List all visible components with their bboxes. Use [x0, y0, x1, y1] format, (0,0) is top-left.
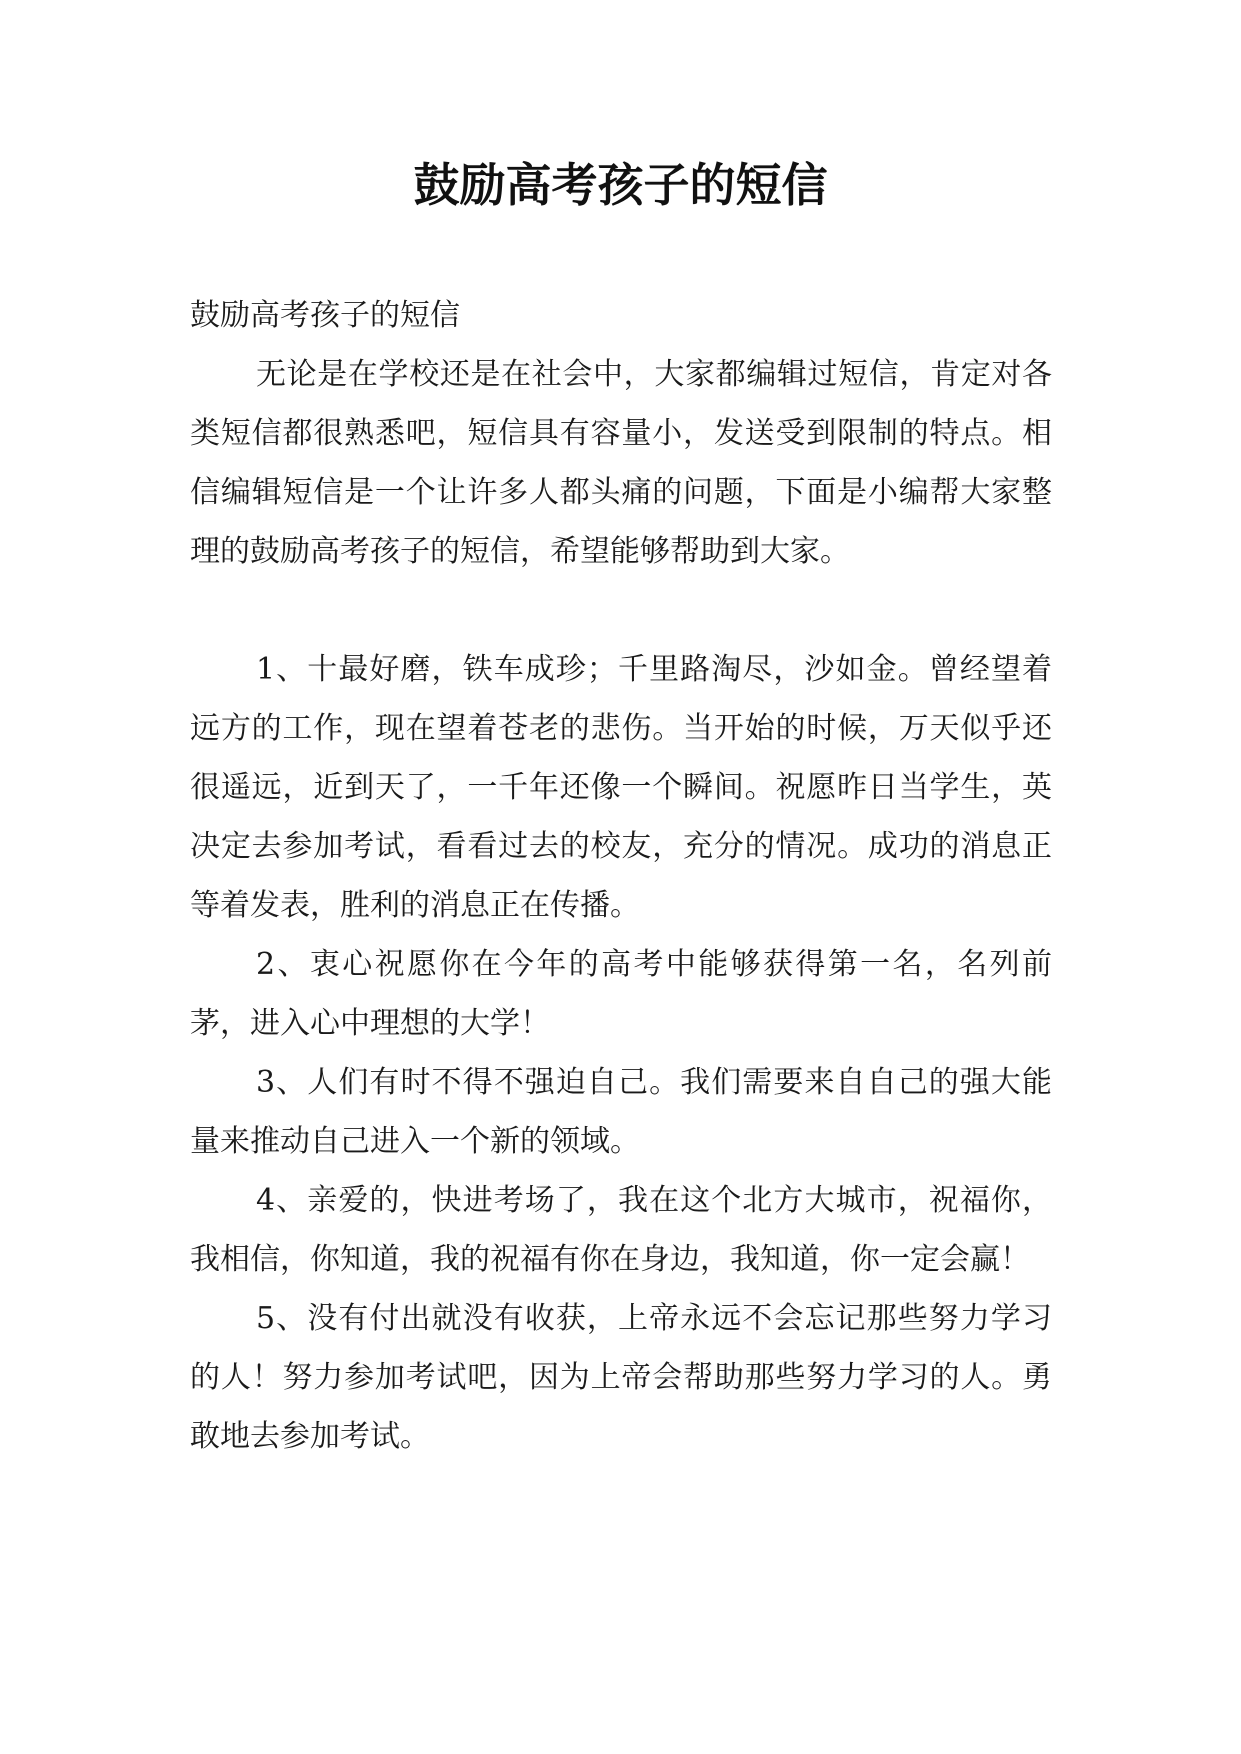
intro-paragraph: 无论是在学校还是在社会中，大家都编辑过短信，肯定对各类短信都很熟悉吧，短信具有容量小，发送受到限制的特点。相信编辑短信是一个让许多人都头痛的问题，下面是小编帮大家整理的鼓励高考孩子的短信，希望能够帮助到大家。	[190, 357, 1052, 569]
message-item-3: 3、人们有时不得不强迫自己。我们需要来自自己的强大能量来推动自己进入一个新的领域。	[190, 1065, 1052, 1159]
message-item-1: 1、十最好磨，铁车成珍；千里路淘尽，沙如金。曾经望着远方的工作，现在望着苍老的悲伤。当开始的时候，万天似乎还很遥远，近到天了，一千年还像一个瞬间。祝愿昨日当学生，英决定去参加考试，看看过去的校友，充分的情况。成功的消息正等着发表，胜利的消息正在传播。	[190, 652, 1052, 923]
message-item-2: 2、衷心祝愿你在今年的高考中能够获得第一名，名列前茅，进入心中理想的大学！	[190, 947, 1052, 1041]
message-item-4: 4、亲爱的，快进考场了，我在这个北方大城市，祝福你，我相信，你知道，我的祝福有你在身边，我知道，你一定会赢！	[190, 1183, 1052, 1277]
document-title: 鼓励高考孩子的短信	[413, 158, 828, 212]
document-subtitle: 鼓励高考孩子的短信	[190, 298, 460, 333]
document-body	[190, 286, 1052, 1466]
message-item-5: 5、没有付出就没有收获，上帝永远不会忘记那些努力学习的人！努力参加考试吧，因为上帝会帮助那些努力学习的人。勇敢地去参加考试。	[190, 1301, 1052, 1454]
paragraph-spacer	[190, 581, 1052, 640]
